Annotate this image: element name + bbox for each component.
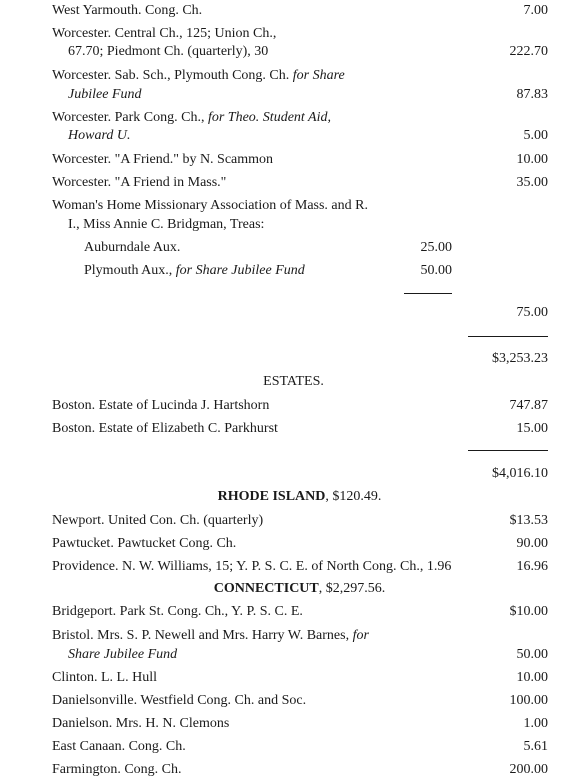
entry-amount: 15.00 [516, 421, 548, 436]
entry-label: Worcester. "A Friend in Mass." [52, 175, 227, 190]
entry-label: Boston. Estate of Elizabeth C. Parkhurst [52, 421, 278, 436]
entry-label: Clinton. L. L. Hull [52, 670, 157, 685]
list-item [52, 25, 548, 43]
list-item [52, 420, 548, 438]
subtotal-rule [404, 293, 452, 294]
entry-label: 67.70; Piedmont Ch. (quarterly), 30 [68, 44, 269, 59]
entry-label-italic: for Share [292, 68, 345, 83]
entry-label: Boston. Estate of Lucinda J. Hartshorn [52, 398, 270, 413]
list-item [52, 174, 548, 192]
section-heading [0, 488, 587, 506]
entry-label: Newport. United Con. Ch. (quarterly) [52, 513, 264, 528]
list-item-continuation [52, 127, 548, 145]
sub-item-label-italic: for Share Jubilee Fund [175, 263, 305, 278]
entry-label: Farmington. Cong. Ch. [52, 762, 182, 777]
section-heading [0, 580, 587, 598]
entry-amount: 16.96 [516, 559, 548, 574]
total-rule [468, 450, 548, 451]
entry-label: Worcester. Sab. Sch., Plymouth Cong. Ch. [52, 68, 293, 83]
list-item [52, 2, 548, 20]
list-item [52, 151, 548, 169]
list-item [52, 512, 548, 530]
entry-label: Pawtucket. Pawtucket Cong. Ch. [52, 536, 237, 551]
entry-label: East Canaan. Cong. Ch. [52, 739, 186, 754]
sub-item-amount: 25.00 [420, 240, 452, 255]
list-item [52, 197, 548, 215]
list-item [52, 109, 548, 127]
list-item [52, 603, 548, 621]
entry-label: Danielson. Mrs. H. N. Clemons [52, 716, 230, 731]
entry-label: Danielsonville. Westfield Cong. Ch. and Soc. [52, 693, 307, 708]
section-heading-text: ESTATES. [263, 374, 324, 389]
entry-amount: 222.70 [509, 44, 548, 59]
section-heading-total: , $120.49. [325, 489, 382, 504]
entry-label: Worcester. "A Friend." by N. Scammon [52, 152, 274, 167]
entry-amount: $10.00 [509, 604, 548, 619]
entry-amount: 87.83 [516, 87, 548, 102]
entry-label: Bristol. Mrs. S. P. Newell and Mrs. Harry W. Barnes, [52, 628, 353, 643]
list-item [52, 761, 548, 779]
entry-amount: 90.00 [516, 536, 548, 551]
list-item [52, 558, 548, 576]
entry-amount: 50.00 [516, 647, 548, 662]
entry-amount: 747.87 [509, 398, 548, 413]
section-heading-state: RHODE ISLAND [217, 489, 326, 504]
section-heading-state: CONNECTICUT [213, 581, 319, 596]
entry-label-italic: for [352, 628, 369, 643]
list-item-continuation [52, 216, 548, 234]
subtotal-amount: 75.00 [516, 305, 548, 320]
entry-label: Providence. N. W. Williams, 15; Y. P. S. C. E. of North Cong. Ch., 1.96 [52, 559, 452, 574]
list-item [52, 715, 548, 733]
list-item [52, 692, 548, 710]
list-item [52, 669, 548, 687]
list-item [52, 535, 548, 553]
total-amount: $4,016.10 [492, 466, 548, 481]
sub-item-label: Plymouth Aux., [84, 263, 176, 278]
entry-amount: $13.53 [509, 513, 548, 528]
total-rule [468, 336, 548, 337]
entry-label: I., Miss Annie C. Bridgman, Treas: [68, 217, 265, 232]
entry-label-italic: Howard U. [68, 128, 131, 143]
entry-label: Worcester. Park Cong. Ch., [52, 110, 208, 125]
entry-amount: 35.00 [516, 175, 548, 190]
list-item [52, 627, 548, 645]
entry-label-italic: Share Jubilee Fund [68, 647, 178, 662]
entry-amount: 10.00 [516, 152, 548, 167]
list-item-continuation [52, 646, 548, 664]
list-item [52, 738, 548, 756]
section-heading [0, 373, 587, 391]
entry-amount: 200.00 [509, 762, 548, 777]
sub-item-label: Auburndale Aux. [84, 240, 181, 255]
entry-label-italic: for Theo. Student Aid, [207, 110, 331, 125]
list-item-continuation [52, 86, 548, 104]
sub-item-amount: 50.00 [420, 263, 452, 278]
entry-amount: 10.00 [516, 670, 548, 685]
entry-amount: 100.00 [509, 693, 548, 708]
entry-amount: 1.00 [523, 716, 548, 731]
list-item [52, 67, 548, 85]
entry-amount: 5.00 [523, 128, 548, 143]
entry-label: Woman's Home Missionary Association of Mass. and R. [52, 198, 368, 213]
sub-item [52, 262, 548, 280]
total-amount: $3,253.23 [492, 351, 548, 366]
entry-amount: 7.00 [523, 3, 548, 18]
entry-label: West Yarmouth. Cong. Ch. [52, 3, 203, 18]
entry-amount: 5.61 [523, 739, 548, 754]
entry-label-italic: Jubilee Fund [68, 87, 142, 102]
list-item-continuation [52, 43, 548, 61]
list-item [52, 397, 548, 415]
entry-label: Bridgeport. Park St. Cong. Ch., Y. P. S. C. E. [52, 604, 303, 619]
entry-label: Worcester. Central Ch., 125; Union Ch., [52, 26, 277, 41]
sub-item [52, 239, 548, 257]
section-heading-total: , $2,297.56. [318, 581, 386, 596]
